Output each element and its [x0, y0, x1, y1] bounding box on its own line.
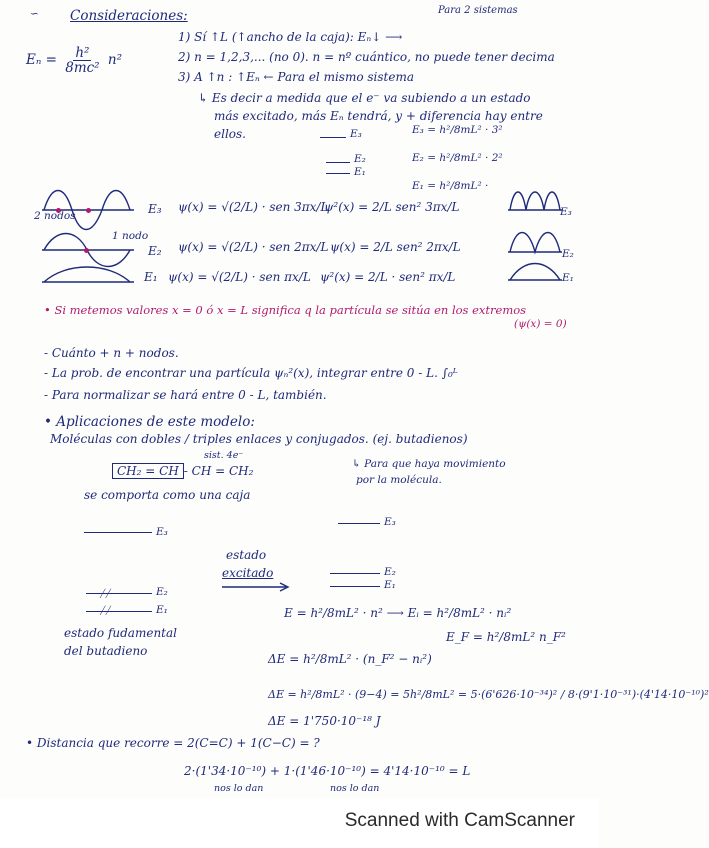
electrons-annotation: sist. 4e⁻: [204, 450, 244, 461]
consideration-2: 2) n = 1,2,3,... (no 0). n = nº cuántico, no puede tener decima: [178, 50, 555, 64]
excited-e1: E₁: [384, 579, 396, 591]
butadiene-formula: [112, 464, 253, 478]
scanner-footer: [0, 798, 599, 848]
conjugated-box: CH₂ = CH: [112, 463, 184, 479]
movement-note-2: por la molécula.: [356, 474, 442, 486]
ladder-e3-equation: E₃ = h²/8mL² · 3²: [412, 124, 503, 136]
ladder-level-1: [326, 173, 350, 174]
ladder-level-3: [320, 137, 346, 138]
psi-e1: ψ(x) = √(2/L) · sen πx/L: [168, 270, 311, 284]
electron-pair-e1: ⧸⧸: [100, 605, 112, 617]
ground-level-e3: [84, 532, 152, 533]
bullet-probability: - La prob. de encontrar una partícula ψₙ²(x), integrar entre 0 - L. ∫₀ᴸ: [44, 366, 458, 380]
section-title: Consideraciones:: [70, 8, 188, 24]
ladder-e2-equation: E₂ = h²/8mL² · 2²: [412, 152, 503, 164]
derivation-2: E_F = h²/8mL² n_F²: [446, 630, 566, 644]
wave-level-e1: E₁: [144, 270, 158, 284]
psi-e3: ψ(x) = √(2/L) · sen 3πx/L: [178, 200, 329, 214]
derivation-3: ΔE = h²/8mL² · (n_F² − nᵢ²): [268, 652, 432, 666]
energy-formula: [26, 46, 122, 75]
bullet-nodes: - Cuánto + n + nodos.: [44, 346, 179, 360]
ground-state-label-2: del butadieno: [64, 644, 148, 658]
consideration-1: 1) Sí ↑L (↑ancho de la caja): Eₙ↓ ⟶: [178, 30, 403, 44]
wave-level-e2: E₂: [148, 244, 162, 258]
molecule-rest: - CH = CH₂: [183, 464, 254, 478]
consideration-4: ↳ Es decir a medida que el e⁻ va subiendo a un estado: [198, 91, 531, 105]
nodes-label: 2 nodos: [34, 210, 76, 222]
excited-label-1: estado: [226, 548, 267, 562]
derivation-result: ΔE = 1'750·10⁻¹⁸ J: [268, 714, 381, 728]
excited-e3: E₃: [384, 516, 396, 528]
ground-level-e2: [86, 593, 152, 594]
formula-denominator: 8mc²: [65, 60, 100, 77]
node-dot-3: [84, 248, 89, 253]
distance-question: • Distancia que recorre = 2(C=C) + 1(C−C) = ?: [26, 736, 320, 750]
excited-e2: E₂: [384, 566, 396, 578]
psi2-e1: ψ²(x) = 2/L · sen² πx/L: [320, 270, 456, 284]
distance-calc: 2·(1'34·10⁻¹⁰) + 1·(1'46·10⁻¹⁰) = 4'14·10⁻¹⁰ = L: [184, 764, 471, 778]
scanner-watermark: Scanned with CamScanner: [344, 810, 575, 831]
psi2-e3: ψ²(x) = 2/L sen² 3πx/L: [324, 200, 460, 214]
ground-state-label-1: estado fudamental: [64, 626, 177, 640]
excited-level-e2: [330, 573, 380, 574]
formula-tail: n²: [107, 52, 123, 69]
consideration-6: ellos.: [214, 127, 246, 141]
wave-level-e3: E₃: [148, 202, 162, 216]
excited-label-2: excitado: [222, 566, 274, 580]
pink-note-2: (ψ(x) = 0): [514, 318, 567, 330]
corner-scribble: ∽: [30, 8, 39, 20]
derivation-1: E = h²/8mL² · n² ⟶ Eᵢ = h²/8mL² · nᵢ²: [284, 606, 512, 620]
ladder-e1: E₁: [354, 166, 366, 178]
applications-title: • Aplicaciones de este modelo:: [44, 414, 255, 430]
ladder-e3: E₃: [350, 128, 362, 140]
bullet-normalize: - Para normalizar se hará entre 0 - L, también.: [44, 388, 327, 402]
node-dot-2: [86, 208, 91, 213]
margin-note-systems: Para 2 sistemas: [438, 5, 518, 16]
excited-level-e1: [330, 586, 380, 587]
prob-label-e2: E₂: [562, 248, 574, 260]
electron-pair-e2: ⧸⧸: [100, 588, 112, 600]
box-behaviour: se comporta como una caja: [84, 488, 251, 502]
ground-e1: E₁: [156, 604, 168, 616]
ground-level-e1: [86, 611, 152, 612]
formula-numerator: h²: [75, 45, 90, 61]
consideration-5: más excitado, más Eₙ tendrá, y + diferencia hay entre: [214, 109, 543, 123]
ground-e2: E₂: [156, 586, 168, 598]
prob-label-e3: E₃: [560, 206, 572, 218]
excited-level-e3: [338, 523, 380, 524]
prob-label-e1: E₁: [562, 272, 574, 284]
psi2-e2: ψ(x) = 2/L sen² 2πx/L: [330, 240, 461, 254]
given-note-1: nos lo dan: [214, 783, 264, 794]
ladder-e1-equation: E₁ = h²/8mL² ·: [412, 180, 489, 192]
given-note-2: nos lo dan: [330, 783, 380, 794]
ladder-e2: E₂: [354, 153, 366, 165]
ladder-level-2: [326, 162, 350, 163]
derivation-4: ΔE = h²/8mL² · (9−4) = 5h²/8mL² = 5·(6'626·10⁻³⁴)² / 8·(9'1·10⁻³¹)·(4'14·10⁻¹⁰)²: [268, 688, 709, 701]
pink-note: • Si metemos valores x = 0 ó x = L significa q la partícula se sitúa en los extremos: [44, 303, 527, 317]
excitation-arrow: [222, 582, 292, 592]
applications-line: Moléculas con dobles / triples enlaces y conjugados. (ej. butadienos): [50, 432, 468, 446]
node-label: 1 nodo: [112, 230, 149, 242]
consideration-3: 3) A ↑n : ↑Eₙ ← Para el mismo sistema: [178, 70, 414, 84]
psi-e2: ψ(x) = √(2/L) · sen 2πx/L: [178, 240, 329, 254]
ground-e3: E₃: [156, 526, 168, 538]
formula-lhs: Eₙ =: [26, 52, 57, 69]
movement-note: ↳ Para que haya movimiento: [352, 458, 506, 470]
